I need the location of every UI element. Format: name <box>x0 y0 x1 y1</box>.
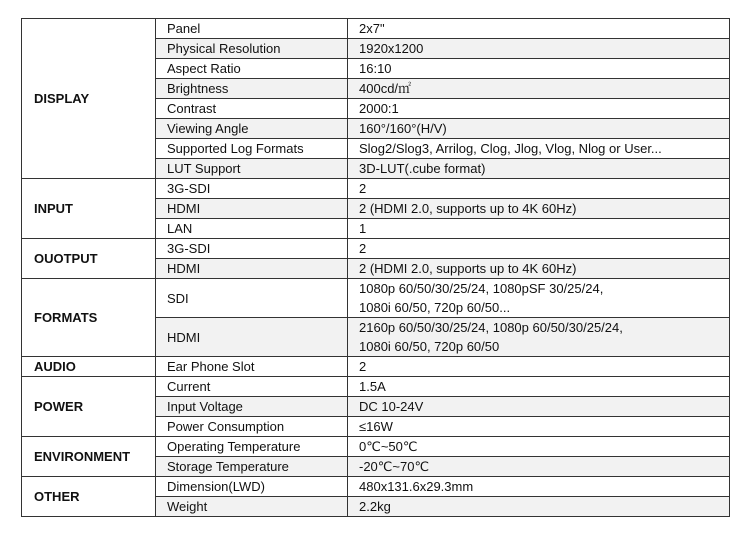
table-row <box>22 19 730 39</box>
spec-value-cell <box>348 437 730 457</box>
spec-key-cell: LAN <box>156 219 348 239</box>
spec-value-line: 1.5A <box>359 379 386 394</box>
spec-key-cell: Power Consumption <box>156 417 348 437</box>
table-row <box>22 239 730 259</box>
spec-value-cell <box>348 239 730 259</box>
spec-value-line: 2 <box>359 181 367 196</box>
table-row <box>22 357 730 377</box>
table-row <box>22 179 730 199</box>
spec-key-cell: HDMI <box>156 259 348 279</box>
spec-value-line: ≤16W <box>359 419 393 434</box>
spec-value-line: 1920x1200 <box>359 41 424 56</box>
spec-key-cell: Physical Resolution <box>156 39 348 59</box>
spec-value-cell <box>348 397 730 417</box>
category-cell: POWER <box>22 377 156 437</box>
spec-value-cell <box>348 119 730 139</box>
spec-value-cell <box>348 19 730 39</box>
spec-value-cell <box>348 59 730 79</box>
spec-key-cell: HDMI <box>156 318 348 357</box>
spec-value-line: 160°/160°(H/V) <box>359 121 447 136</box>
category-cell: ENVIRONMENT <box>22 437 156 477</box>
spec-value-cell <box>348 39 730 59</box>
spec-value-line: 2 (HDMI 2.0, supports up to 4K 60Hz) <box>359 201 577 216</box>
table-row <box>22 477 730 497</box>
category-cell: OTHER <box>22 477 156 517</box>
spec-value-cell <box>348 417 730 437</box>
spec-value-cell <box>348 357 730 377</box>
spec-value-cell <box>348 219 730 239</box>
spec-value-line: 2 <box>359 241 367 256</box>
spec-key-cell: Panel <box>156 19 348 39</box>
spec-value-line: 0℃~50℃ <box>359 439 418 454</box>
spec-key-cell: Contrast <box>156 99 348 119</box>
spec-value-line: 480x131.6x29.3mm <box>359 479 474 494</box>
spec-key-cell: Dimension(LWD) <box>156 477 348 497</box>
spec-value-line: 2160p 60/50/30/25/24, 1080p 60/50/30/25/24, <box>359 320 623 335</box>
spec-key-cell: Brightness <box>156 79 348 99</box>
spec-key-cell: SDI <box>156 279 348 318</box>
spec-key-cell: 3G-SDI <box>156 239 348 259</box>
spec-value-line: 2 <box>359 359 367 374</box>
spec-value-line: Slog2/Slog3, Arrilog, Clog, Jlog, Vlog, Nlog or User... <box>359 141 662 156</box>
spec-key-cell: Weight <box>156 497 348 517</box>
spec-value-cell <box>348 199 730 219</box>
category-cell: INPUT <box>22 179 156 239</box>
category-cell: OUOTPUT <box>22 239 156 279</box>
spec-value-line: 1 <box>359 221 367 236</box>
spec-table <box>21 18 730 517</box>
category-cell: AUDIO <box>22 357 156 377</box>
spec-key-cell: Aspect Ratio <box>156 59 348 79</box>
spec-value-line: 2x7" <box>359 21 385 36</box>
table-row <box>22 279 730 318</box>
spec-value-cell <box>348 318 730 357</box>
spec-key-cell: Supported Log Formats <box>156 139 348 159</box>
spec-value-line: 400cd/㎡ <box>359 81 412 96</box>
spec-key-cell: Input Voltage <box>156 397 348 417</box>
category-cell: DISPLAY <box>22 19 156 179</box>
spec-key-cell: Current <box>156 377 348 397</box>
spec-value-cell <box>348 79 730 99</box>
spec-value-cell <box>348 477 730 497</box>
spec-key-cell: HDMI <box>156 199 348 219</box>
spec-value-line: 2000:1 <box>359 101 399 116</box>
spec-value-cell <box>348 497 730 517</box>
spec-value-line: 1080p 60/50/30/25/24, 1080pSF 30/25/24, <box>359 281 604 296</box>
spec-value-line: 1080i 60/50, 720p 60/50 <box>359 339 500 354</box>
spec-value-line: DC 10-24V <box>359 399 424 414</box>
table-row <box>22 437 730 457</box>
spec-value-line: 1080i 60/50, 720p 60/50... <box>359 300 511 315</box>
spec-key-cell: Ear Phone Slot <box>156 357 348 377</box>
category-cell: FORMATS <box>22 279 156 357</box>
spec-key-cell: LUT Support <box>156 159 348 179</box>
spec-value-cell <box>348 139 730 159</box>
spec-value-line: 2 (HDMI 2.0, supports up to 4K 60Hz) <box>359 261 577 276</box>
spec-value-cell <box>348 377 730 397</box>
spec-value-cell <box>348 99 730 119</box>
spec-value-line: -20℃~70℃ <box>359 459 430 474</box>
spec-value-line: 16:10 <box>359 61 392 76</box>
spec-key-cell: Storage Temperature <box>156 457 348 477</box>
table-row <box>22 377 730 397</box>
spec-value-cell <box>348 457 730 477</box>
spec-value-cell <box>348 259 730 279</box>
spec-table-body <box>22 19 730 517</box>
spec-value-cell <box>348 179 730 199</box>
spec-key-cell: 3G-SDI <box>156 179 348 199</box>
spec-key-cell: Viewing Angle <box>156 119 348 139</box>
spec-value-line: 2.2kg <box>359 499 391 514</box>
spec-value-cell <box>348 159 730 179</box>
spec-key-cell: Operating Temperature <box>156 437 348 457</box>
spec-value-line: 3D-LUT(.cube format) <box>359 161 486 176</box>
spec-value-cell <box>348 279 730 318</box>
